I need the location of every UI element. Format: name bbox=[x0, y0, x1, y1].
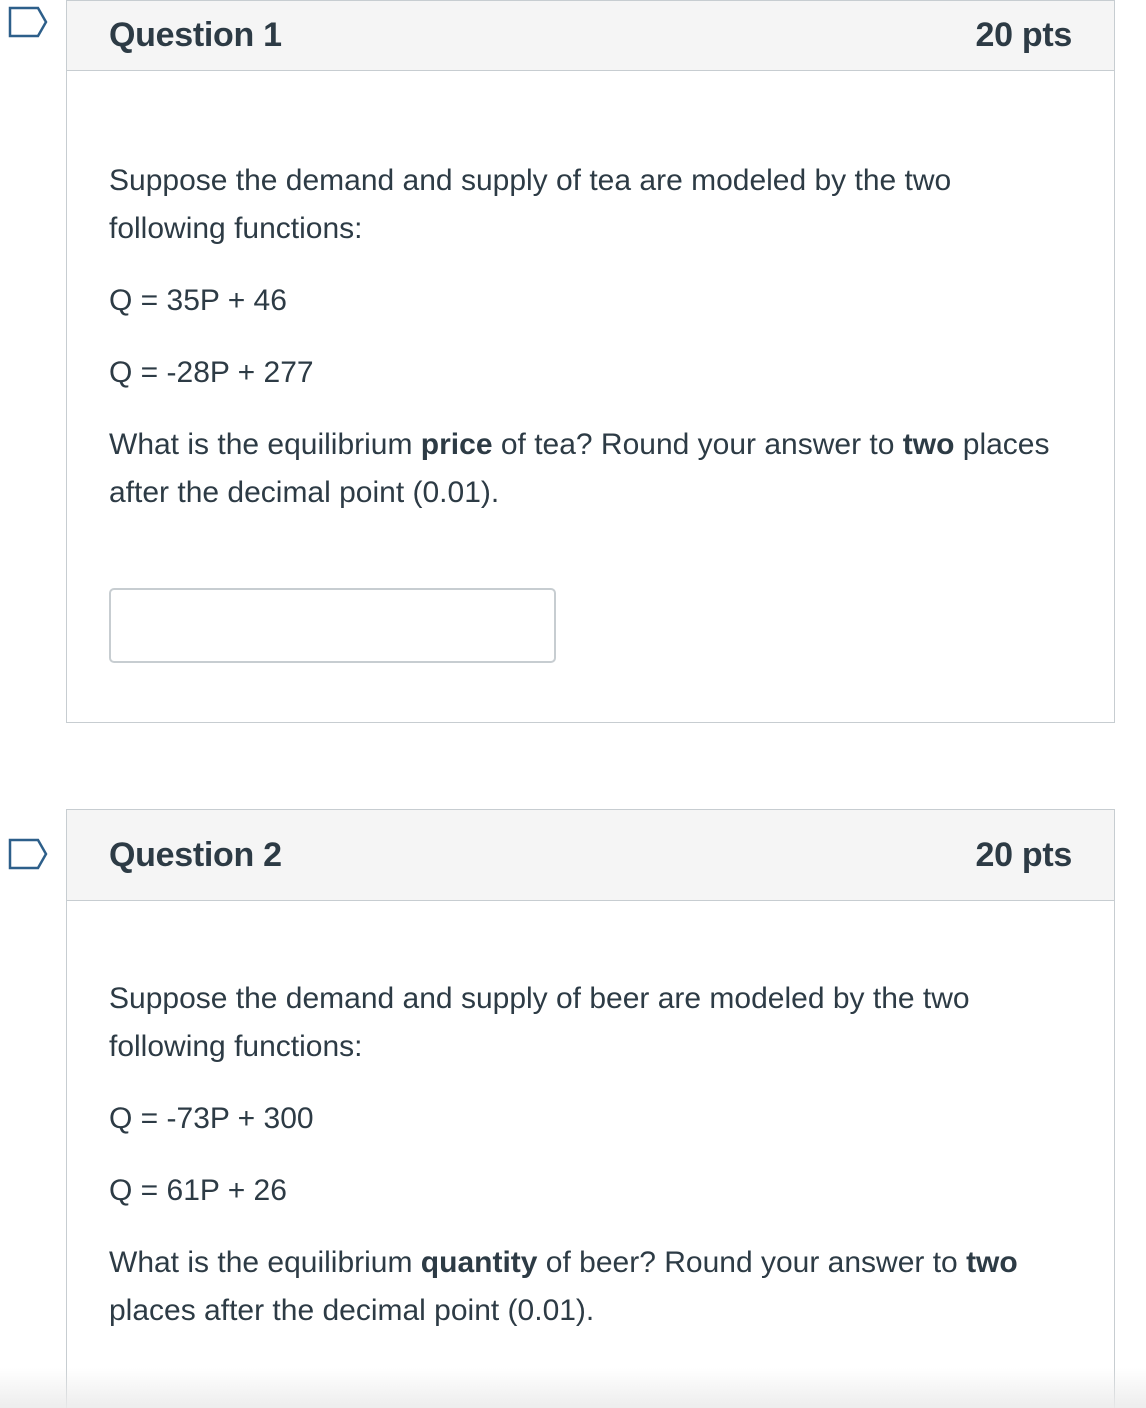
question-intro: Suppose the demand and supply of tea are modeled by the two following functions: bbox=[109, 164, 952, 245]
flag-question-icon[interactable] bbox=[8, 6, 48, 38]
prompt-text: What is the equilibrium bbox=[109, 1246, 421, 1279]
equation-demand: Q = 35P + 46 bbox=[109, 284, 287, 317]
question-1 bbox=[66, 0, 1115, 723]
equation-demand: Q = -73P + 300 bbox=[109, 1102, 314, 1135]
question-title: Question 2 bbox=[109, 835, 282, 874]
prompt-emphasis: two bbox=[966, 1246, 1018, 1279]
equation-supply: Q = -28P + 277 bbox=[109, 356, 314, 389]
question-2 bbox=[66, 809, 1115, 1408]
equation-supply: Q = 61P + 26 bbox=[109, 1174, 287, 1207]
answer-input[interactable] bbox=[109, 588, 556, 663]
prompt-emphasis: price bbox=[420, 428, 493, 461]
prompt-text: What is the equilibrium bbox=[109, 428, 421, 461]
question-body bbox=[67, 71, 1114, 663]
question-title: Question 1 bbox=[109, 16, 282, 54]
question-prompt bbox=[109, 1239, 1072, 1335]
flag-question-icon[interactable] bbox=[8, 838, 48, 870]
question-points: 20 pts bbox=[975, 16, 1072, 54]
prompt-emphasis: two bbox=[902, 428, 955, 461]
question-intro: Suppose the demand and supply of beer are modeled by the two following functions: bbox=[109, 982, 970, 1063]
question-prompt bbox=[109, 421, 1072, 517]
prompt-emphasis: quantity bbox=[420, 1246, 538, 1279]
prompt-text: places after the decimal point (0.01). bbox=[109, 1294, 595, 1327]
question-points: 20 pts bbox=[975, 835, 1072, 874]
question-header bbox=[67, 810, 1114, 901]
question-header bbox=[67, 1, 1114, 71]
prompt-text: of tea? Round your answer to bbox=[492, 428, 903, 461]
question-body bbox=[67, 901, 1114, 1335]
prompt-text: places after the decimal point (0.01). bbox=[109, 428, 1050, 509]
prompt-text: of beer? Round your answer to bbox=[537, 1246, 967, 1279]
